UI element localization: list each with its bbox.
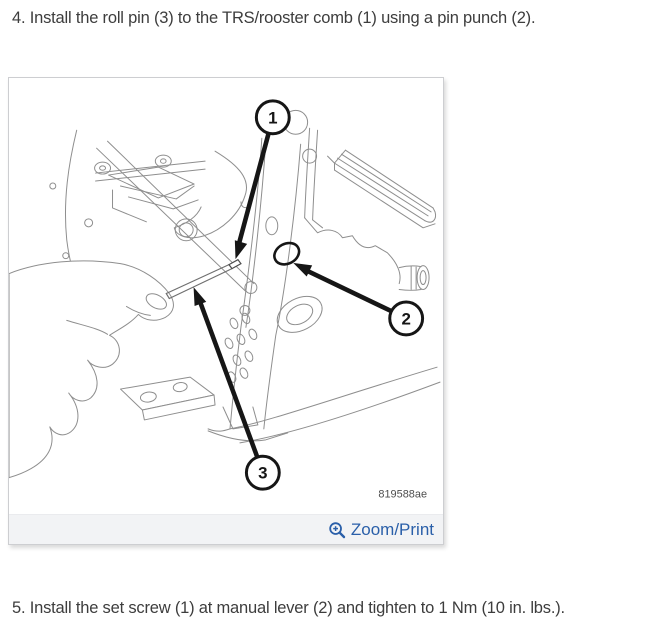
callout-3 — [246, 456, 279, 489]
magnifier-plus-icon — [328, 521, 346, 539]
pin-punch — [166, 260, 241, 299]
callout-1 — [256, 101, 289, 134]
zoom-print-link[interactable] — [328, 520, 434, 540]
callout-2 — [390, 302, 423, 335]
arrow-3-head — [194, 289, 205, 306]
figure-footer — [9, 514, 443, 544]
step-5-text: 5. Install the set screw (1) at manual lever (2) and tighten to 1 Nm (10 in. lbs.). — [12, 599, 565, 617]
zoom-print-label: Zoom/Print — [350, 519, 434, 539]
hand — [9, 261, 173, 478]
figure-card — [8, 77, 444, 545]
technical-drawing-svg — [9, 78, 443, 514]
callout-3-number: 3 — [258, 463, 268, 483]
arrow-3 — [198, 296, 257, 456]
technical-illustration — [9, 78, 443, 514]
callout-1-number: 1 — [268, 108, 278, 128]
callout-2-number: 2 — [401, 309, 411, 329]
bracket-plate — [120, 377, 215, 420]
callout-circles — [246, 101, 422, 489]
step-4-text: 4. Install the roll pin (3) to the TRS/rooster comb (1) using a pin punch (2). — [12, 9, 536, 27]
arrow-2 — [307, 271, 391, 311]
arrow-1-head — [235, 241, 246, 258]
figure-id-label: 819588ae — [378, 488, 428, 501]
